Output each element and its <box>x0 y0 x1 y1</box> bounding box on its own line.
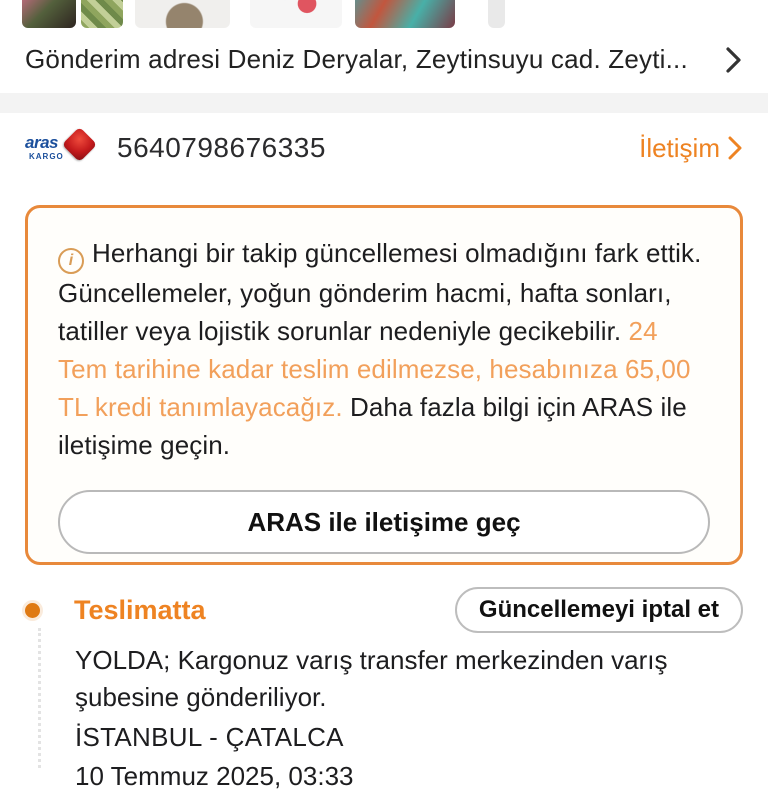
timeline-connector <box>38 628 41 768</box>
section-divider <box>0 93 768 113</box>
shipping-address-row[interactable] <box>25 44 743 75</box>
cancel-update-button[interactable]: Güncellemeyi iptal et <box>455 587 743 633</box>
tracking-number: 5640798676335 <box>117 132 326 163</box>
notice-text-highlight: 24 Tem tarihine kadar teslim edilmezse, hesabınıza 65,00 TL kredi tanımlayacağız. <box>58 316 691 422</box>
status-location: İSTANBUL - ÇATALCA <box>75 722 344 752</box>
chevron-right-icon <box>725 45 743 75</box>
product-thumbnail[interactable] <box>355 0 455 28</box>
status-row <box>25 586 743 634</box>
product-thumbnail[interactable] <box>22 0 76 28</box>
carrier-logo-subtext: KARGO <box>29 152 64 161</box>
status-timestamp: 10 Temmuz 2025, 03:33 <box>75 761 354 791</box>
notice-text-after: Daha fazla bilgi için ARAS ile iletişime geçin. <box>58 392 687 460</box>
contact-carrier-link[interactable] <box>639 133 743 164</box>
product-thumbnail[interactable] <box>250 0 342 28</box>
carrier-logo-text: aras <box>25 133 58 152</box>
delay-notice-box <box>25 205 743 565</box>
product-thumbnail[interactable] <box>488 0 505 28</box>
contact-aras-button[interactable]: ARAS ile iletişime geç <box>58 490 710 554</box>
status-detail <box>75 642 720 792</box>
status-description: YOLDA; Kargonuz varış transfer merkezinden varış şubesine gönderiliyor. <box>75 645 668 712</box>
product-thumbnail[interactable] <box>135 0 230 28</box>
contact-link-label: İletişim <box>639 132 720 163</box>
product-thumbnail-strip <box>0 0 768 28</box>
notice-text-before: Herhangi bir takip güncellemesi olmadığını fark ettik. Güncellemeler, yoğun gönderim hacmi, hafta sonları, tatiller veya lojistik sorunlar nedeniyle gecikebilir. <box>58 238 702 346</box>
aras-kargo-logo-icon <box>25 126 103 170</box>
carrier-logo-diamond-icon <box>62 127 97 162</box>
carrier-row <box>25 126 743 170</box>
product-thumbnail[interactable] <box>81 0 123 28</box>
delay-notice-text <box>58 234 710 464</box>
info-icon: i <box>58 248 84 274</box>
status-label: Teslimatta <box>74 594 206 625</box>
shipping-address-text: Gönderim adresi Deniz Deryalar, Zeytinsuyu cad. Zeyti... <box>25 44 688 74</box>
chevron-right-icon <box>728 135 743 161</box>
status-dot-icon <box>25 603 40 618</box>
